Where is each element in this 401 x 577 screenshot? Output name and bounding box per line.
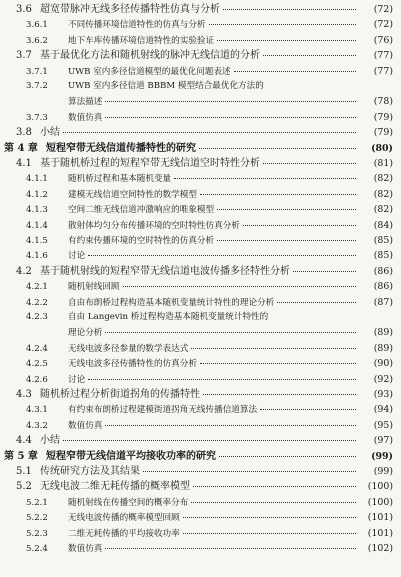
toc-entry-row: [0, 172, 401, 186]
toc-entry-row: [0, 65, 401, 79]
dot-leader: [200, 363, 356, 364]
toc-entry-row: [0, 342, 401, 356]
toc-section-title: 无线电波多径传播特性的仿真分析: [68, 359, 197, 370]
toc-section-number: 3.7.1: [26, 66, 48, 77]
dot-leader: [191, 502, 356, 503]
toc-section-title: 自由 Langevin 桥过程构造基本随机变量统计特性的: [68, 312, 269, 322]
toc-section-number: 4.1: [16, 158, 32, 169]
toc-entry-row: [0, 311, 401, 324]
toc-section-title: 二维无耗传播的平均接收功率: [68, 528, 180, 539]
toc-entry-row: [0, 480, 401, 493]
dot-leader: [200, 194, 356, 195]
toc-section-title: 随机射线回顾: [68, 282, 120, 293]
toc-section-title: 自由布朗桥过程构造基本随机变量统计特性的理论分析: [68, 297, 275, 308]
toc-entry-row: [0, 249, 401, 263]
toc-page-number: (102): [367, 543, 393, 554]
toc-page-number: (101): [367, 527, 393, 539]
toc-section-number: 4.1.5: [26, 236, 48, 246]
dot-leader: [263, 55, 356, 56]
toc-section-number: 3.6.2: [26, 35, 48, 46]
dot-leader: [199, 148, 356, 149]
toc-section-title: 短程窄带无线信道传播特性的研究: [46, 142, 196, 154]
toc-section-title: 小结: [40, 435, 60, 447]
toc-entry-row: [0, 157, 401, 170]
toc-page-number: (76): [373, 34, 393, 46]
toc-entry-row: [0, 95, 401, 109]
toc-entry-row: [0, 465, 401, 478]
dot-leader: [63, 440, 356, 441]
toc-section-number: 第 4 章: [4, 142, 38, 154]
toc-section-title: 数值仿真: [68, 420, 103, 431]
dot-leader: [105, 548, 356, 549]
toc-entry-row: [0, 203, 401, 217]
toc-section-title: UWB 室内多径信道 BBBM 模型结合最优化方法的: [68, 81, 264, 91]
toc-entry-row: [0, 80, 401, 93]
toc-entry-row: [0, 265, 401, 278]
dot-leader: [191, 348, 356, 349]
toc-page-number: (77): [373, 50, 393, 62]
toc-section-number: 4.2.5: [26, 359, 48, 370]
toc-entry-row: [0, 434, 401, 447]
toc-page-number: (100): [367, 481, 393, 493]
toc-section-number: 5.2.4: [26, 544, 48, 554]
toc-section-title: 无线电波多径参量的数学表达式: [68, 343, 189, 354]
toc-section-number: 5.2.2: [26, 513, 48, 524]
dot-leader: [143, 471, 356, 472]
dot-leader: [217, 240, 356, 241]
toc-section-title: 随机射线在传播空间的概率分布: [68, 497, 189, 508]
toc-section-number: 4.1.4: [26, 220, 48, 231]
toc-section-number: 3.7.2: [26, 81, 48, 91]
toc-page-number: (82): [373, 188, 393, 200]
toc-page-number: (86): [373, 265, 393, 277]
toc-section-title: 地下车库传播环境信道特性的实验验证: [68, 35, 215, 46]
toc-page-number: (93): [373, 389, 393, 400]
toc-entry-row: [0, 296, 401, 310]
toc-page-number: (94): [373, 404, 393, 416]
toc-section-title: 超宽带脉冲无线多径传播特性仿真与分析: [40, 4, 220, 15]
toc-page-number: (89): [373, 327, 393, 339]
toc-entry-row: [0, 403, 401, 417]
toc-section-number: 3.7: [16, 50, 32, 62]
toc-page-number: (77): [373, 65, 393, 77]
toc-section-title: 有约束布朗桥过程建模街道拐角无线传播信道算法: [68, 405, 258, 416]
toc-entry-row: [0, 388, 401, 401]
toc-section-title: 无线电波二维无耗传播的概率模型: [40, 481, 190, 493]
toc-section-number: 4.2.3: [26, 312, 48, 322]
toc-section-title: 有约束传播环境的空时特性的仿真分析: [68, 236, 215, 246]
toc-section-title: 随机桥过程分析街道拐角的传播特性: [40, 389, 200, 400]
toc-section-title: 基于随机桥过程的短程窄带无线信道空时特性分析: [40, 158, 260, 169]
toc-section-number: 4.1.2: [26, 189, 48, 200]
dot-leader: [105, 101, 356, 102]
toc-entry-row: [0, 111, 401, 125]
toc-section-title: 建模无线信道空间特性的数学模型: [68, 189, 197, 200]
dot-leader: [174, 178, 356, 179]
toc-section-number: 4.2.6: [26, 374, 48, 385]
toc-entry-row: [0, 219, 401, 233]
toc-page-number: (86): [373, 281, 393, 293]
toc-page-number: (82): [373, 173, 393, 185]
toc-section-title: 短程窄带无线信道平均接收功率的研究: [46, 450, 216, 462]
toc-page-number: (79): [373, 111, 393, 123]
toc-page-number: (92): [373, 373, 393, 385]
toc-section-number: 5.2.3: [26, 528, 48, 539]
toc-section-number: 4.3.1: [26, 405, 48, 416]
dot-leader: [88, 379, 356, 380]
toc-page-number: (90): [373, 358, 393, 370]
dot-leader: [123, 286, 356, 287]
toc-page-number: (84): [373, 219, 393, 231]
toc-section-title: 无线电波传播的概率模型回顾: [68, 513, 180, 524]
dot-leader: [63, 132, 356, 133]
toc-page-number: (97): [373, 435, 393, 447]
toc-section-title: 传统研究方法及其结果: [40, 466, 140, 477]
toc-entry-row: [0, 496, 401, 510]
toc-entry-row: [0, 326, 401, 340]
toc-section-title: 讨论: [68, 374, 86, 385]
toc-section-number: 5.2.1: [26, 497, 48, 508]
toc-section-number: 3.7.3: [26, 112, 48, 123]
toc-page-number: (72): [373, 4, 393, 15]
toc-section-number: 4.1.1: [26, 174, 48, 185]
toc-entry-row: [0, 188, 401, 202]
toc-section-number: 第 5 章: [4, 450, 38, 462]
dot-leader: [219, 456, 356, 457]
dot-leader: [263, 163, 356, 164]
toc-chapter-row: [0, 142, 401, 155]
toc-section-number: 4.2: [16, 265, 32, 277]
toc-section-number: 3.6: [16, 4, 32, 15]
toc-page-number: (78): [373, 96, 393, 108]
toc-section-title: UWB 室内多径信道模型的最优化问题表述: [68, 66, 231, 77]
toc-entry-row: [0, 280, 401, 294]
toc-page-number: (95): [373, 419, 393, 431]
toc-entry-row: [0, 357, 401, 371]
toc-entry-row: [0, 3, 401, 16]
dot-leader: [223, 9, 356, 10]
toc-entry-row: [0, 34, 401, 48]
toc-section-title: 算法描述: [68, 97, 103, 108]
dot-leader: [234, 71, 356, 72]
dot-leader: [217, 40, 356, 41]
dot-leader: [217, 209, 356, 210]
dot-leader: [88, 255, 356, 256]
toc-page-number: (99): [371, 450, 393, 462]
dot-leader: [105, 425, 356, 426]
toc-page-number: (100): [367, 496, 393, 508]
toc-section-title: 不同传播环境信道特性的仿真与分析: [68, 20, 206, 31]
toc-section-title: 小结: [40, 127, 60, 139]
toc-section-title: 空间二维无线信道冲激响应的唯象模型: [68, 205, 215, 216]
toc-section-title: 基于随机射线的短程窄带无线信道电波传播多径特性分析: [40, 265, 290, 277]
dot-leader: [105, 117, 356, 118]
dot-leader: [105, 332, 356, 333]
toc-page-number: (99): [373, 466, 393, 477]
toc-section-title: 随机桥过程和基本随机变量: [68, 174, 172, 185]
toc-section-number: 4.1.3: [26, 205, 48, 216]
toc-page-number: (79): [373, 127, 393, 139]
toc-page-number: (85): [373, 250, 393, 262]
toc-section-number: 4.3: [16, 389, 32, 400]
toc-section-title: 基于最优化方法和随机射线的脉冲无线信道的分析: [40, 50, 260, 62]
toc-section-title: 数值仿真: [68, 112, 103, 123]
toc-page-number: (87): [373, 296, 393, 308]
toc-entry-row: [0, 373, 401, 387]
dot-leader: [183, 533, 356, 534]
dot-leader: [203, 394, 356, 395]
toc-entry-row: [0, 49, 401, 62]
toc-section-number: 5.1: [16, 466, 32, 477]
toc-chapter-row: [0, 450, 401, 463]
toc-section-number: 4.1.6: [26, 251, 48, 262]
dot-leader: [209, 24, 356, 25]
toc-section-title: 讨论: [68, 251, 86, 262]
toc-section-title: 理论分析: [68, 328, 103, 339]
dot-leader: [183, 517, 356, 518]
toc-section-number: 4.4: [16, 435, 32, 447]
toc-section-title: 数值仿真: [68, 544, 103, 554]
toc-section-title: 散射体均匀分布传播环境的空时特性仿真分析: [68, 220, 240, 231]
toc-page-number: (80): [371, 142, 393, 154]
dot-leader: [193, 486, 356, 487]
toc-entry-row: [0, 527, 401, 541]
dot-leader: [243, 225, 356, 226]
toc-page-number: (72): [373, 19, 393, 31]
toc-section-number: 3.8: [16, 127, 32, 139]
toc-page-number: (101): [367, 512, 393, 524]
toc-entry-row: [0, 126, 401, 139]
toc-section-number: 3.6.1: [26, 20, 48, 31]
toc-page-number: (89): [373, 342, 393, 354]
toc-entry-row: [0, 18, 401, 32]
toc-page-number: (85): [373, 235, 393, 246]
toc-section-number: 5.2: [16, 481, 32, 493]
toc-entry-row: [0, 234, 401, 248]
toc-section-number: 4.3.2: [26, 420, 48, 431]
dot-leader: [293, 271, 356, 272]
toc-entry-row: [0, 511, 401, 525]
toc-section-number: 4.2.1: [26, 282, 48, 293]
toc-entry-row: [0, 542, 401, 556]
dot-leader: [260, 409, 356, 410]
toc-page-number: (81): [373, 158, 393, 169]
toc-page-number: (82): [373, 204, 393, 216]
toc-section-number: 4.2.4: [26, 343, 48, 354]
toc-section-number: 4.2.2: [26, 297, 48, 308]
dot-leader: [277, 302, 356, 303]
toc-entry-row: [0, 419, 401, 433]
